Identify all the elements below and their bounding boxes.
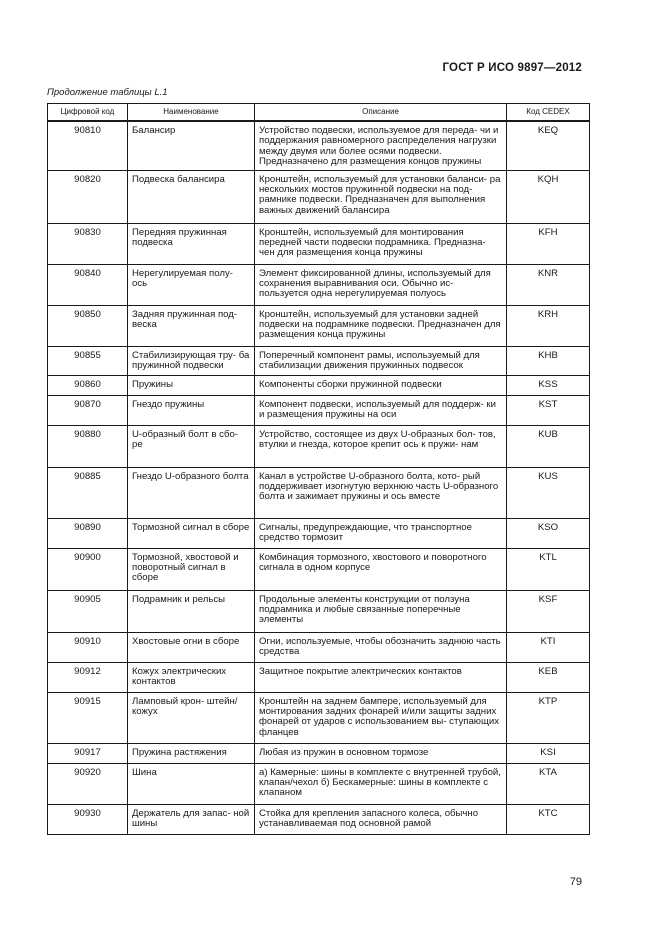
table-caption: Продолжение таблицы L.1 (47, 87, 168, 98)
cell-description: Стойка для крепления запасного колеса, обычно устанавливаемая под основной рамой (255, 804, 507, 834)
table-row (48, 425, 590, 467)
cell-description: Кронштейн, используемый для установки задней подвески на подрамнике подвески. Предназначен для размещения конца пружины (255, 305, 507, 346)
cell-description: Элемент фиксированной длины, используемый для сохранения выравнивания оси. Обычно ис- пользуется одна нерегулируемая полуось (255, 264, 507, 305)
table-row (48, 763, 590, 804)
cell-name: Держатель для запас- ной шины (128, 804, 255, 834)
cell-cedex: KHB (507, 346, 590, 375)
cell-cedex: KRH (507, 305, 590, 346)
table-row (48, 346, 590, 375)
table-row (48, 692, 590, 743)
cell-name: Ламповый крон- штейн/кожух (128, 692, 255, 743)
table-row (48, 518, 590, 548)
table-row (48, 121, 590, 170)
cell-code: 90910 (48, 632, 128, 662)
cell-name: Шина (128, 763, 255, 804)
cell-cedex: KTA (507, 763, 590, 804)
cell-code: 90885 (48, 467, 128, 518)
cell-code: 90850 (48, 305, 128, 346)
cell-code: 90905 (48, 590, 128, 632)
cell-name: Хвостовые огни в сборе (128, 632, 255, 662)
cell-code: 90915 (48, 692, 128, 743)
cell-name: Кожух электрических контактов (128, 662, 255, 692)
table-row (48, 305, 590, 346)
cell-code: 90860 (48, 375, 128, 395)
cell-description: Сигналы, предупреждающие, что транспортное средство тормозит (255, 518, 507, 548)
cell-name: Подвеска балансира (128, 170, 255, 223)
table-row (48, 804, 590, 834)
cell-name: Пружина растяжения (128, 743, 255, 763)
codes-table (47, 103, 590, 835)
cell-description: Любая из пружин в основном тормозе (255, 743, 507, 763)
table-body (48, 121, 590, 834)
cell-description: Комбинация тормозного, хвостового и поворотного сигнала в одном корпусе (255, 548, 507, 590)
cell-cedex: KTP (507, 692, 590, 743)
cell-code: 90855 (48, 346, 128, 375)
cell-name: Пружины (128, 375, 255, 395)
table-row (48, 590, 590, 632)
table-row (48, 170, 590, 223)
cell-cedex: KTI (507, 632, 590, 662)
cell-name: Задняя пружинная под- веска (128, 305, 255, 346)
cell-description: Огни, используемые, чтобы обозначить заднюю часть средства (255, 632, 507, 662)
cell-description: Кронштейн, используемый для монтирования передней части подвески подрамника. Предназна- чен для размещения конца пружины (255, 223, 507, 264)
cell-name: Стабилизирующая тру- ба пружинной подвески (128, 346, 255, 375)
cell-cedex: KTC (507, 804, 590, 834)
table-row (48, 662, 590, 692)
cell-name: Нерегулируемая полу- ось (128, 264, 255, 305)
cell-description: Кронштейн, используемый для установки баланси- ра нескольких мостов пружинной подвески на под- рамнике подвески. Предназначен для выполнения важных движений балансира (255, 170, 507, 223)
cell-description: Устройство, состоящее из двух U-образных бол- тов, втулки и гнезда, которое крепит ось к пружи- нам (255, 425, 507, 467)
cell-description: Компоненты сборки пружинной подвески (255, 375, 507, 395)
table-row (48, 395, 590, 425)
cell-cedex: KUB (507, 425, 590, 467)
cell-description: Кронштейн на заднем бампере, используемый для монтирования задних фонарей и/или защиты задних фонарей от ударов с использованием вы- ступающих фланцев (255, 692, 507, 743)
cell-name: Передняя пружинная подвеска (128, 223, 255, 264)
cell-name: Гнездо U-образного болта (128, 467, 255, 518)
cell-description: Защитное покрытие электрических контактов (255, 662, 507, 692)
cell-code: 90870 (48, 395, 128, 425)
table-row (48, 743, 590, 763)
cell-code: 90912 (48, 662, 128, 692)
cell-name: Тормозной сигнал в сборе (128, 518, 255, 548)
cell-cedex: KTL (507, 548, 590, 590)
cell-name: Гнездо пружины (128, 395, 255, 425)
column-header-code: Цифровой код (48, 104, 128, 122)
column-header-name: Наименование (128, 104, 255, 122)
cell-cedex: KSO (507, 518, 590, 548)
cell-code: 90920 (48, 763, 128, 804)
cell-cedex: KUS (507, 467, 590, 518)
cell-description: Канал в устройстве U-образного болта, кото- рый поддерживает изогнутую верхнюю часть U-образного болта и зажимает пружины и ось вместе (255, 467, 507, 518)
table-row (48, 375, 590, 395)
cell-code: 90900 (48, 548, 128, 590)
page-number: 79 (569, 876, 582, 888)
table-row (48, 632, 590, 662)
cell-code: 90830 (48, 223, 128, 264)
cell-cedex: KSS (507, 375, 590, 395)
column-header-description: Описание (255, 104, 507, 122)
cell-code: 90880 (48, 425, 128, 467)
table-row (48, 548, 590, 590)
table-header-row (48, 104, 590, 122)
cell-name: Тормозной, хвостовой и поворотный сигнал в сборе (128, 548, 255, 590)
cell-cedex: KSI (507, 743, 590, 763)
cell-description: Компонент подвески, используемый для поддерж- ки и размещения пружины на оси (255, 395, 507, 425)
cell-name: Подрамник и рельсы (128, 590, 255, 632)
table-row (48, 264, 590, 305)
cell-cedex: KQH (507, 170, 590, 223)
cell-name: Балансир (128, 121, 255, 170)
cell-cedex: KEQ (507, 121, 590, 170)
table-row (48, 467, 590, 518)
cell-code: 90917 (48, 743, 128, 763)
standard-header: ГОСТ Р ИСО 9897—2012 (442, 62, 582, 74)
cell-code: 90840 (48, 264, 128, 305)
cell-code: 90890 (48, 518, 128, 548)
cell-cedex: KNR (507, 264, 590, 305)
cell-description: Устройство подвески, используемое для переда- чи и поддержания равномерного распределения нагрузки между двумя или более осями подвески. Предназначено для размещения концов пружины (255, 121, 507, 170)
cell-code: 90930 (48, 804, 128, 834)
cell-cedex: KSF (507, 590, 590, 632)
cell-description: Поперечный компонент рамы, используемый для стабилизации движения пружинных подвесок (255, 346, 507, 375)
cell-cedex: KFH (507, 223, 590, 264)
cell-cedex: KST (507, 395, 590, 425)
cell-description: а) Камерные: шины в комплекте с внутренней трубой, клапан/чехол б) Бескамерные: шины в комплекте с клапаном (255, 763, 507, 804)
column-header-cedex: Код CEDEX (507, 104, 590, 122)
cell-code: 90810 (48, 121, 128, 170)
table-row (48, 223, 590, 264)
cell-code: 90820 (48, 170, 128, 223)
cell-name: U-образный болт в сбо- ре (128, 425, 255, 467)
cell-cedex: KEB (507, 662, 590, 692)
cell-description: Продольные элементы конструкции от ползуна подрамника и любые связанные поперечные элементы (255, 590, 507, 632)
